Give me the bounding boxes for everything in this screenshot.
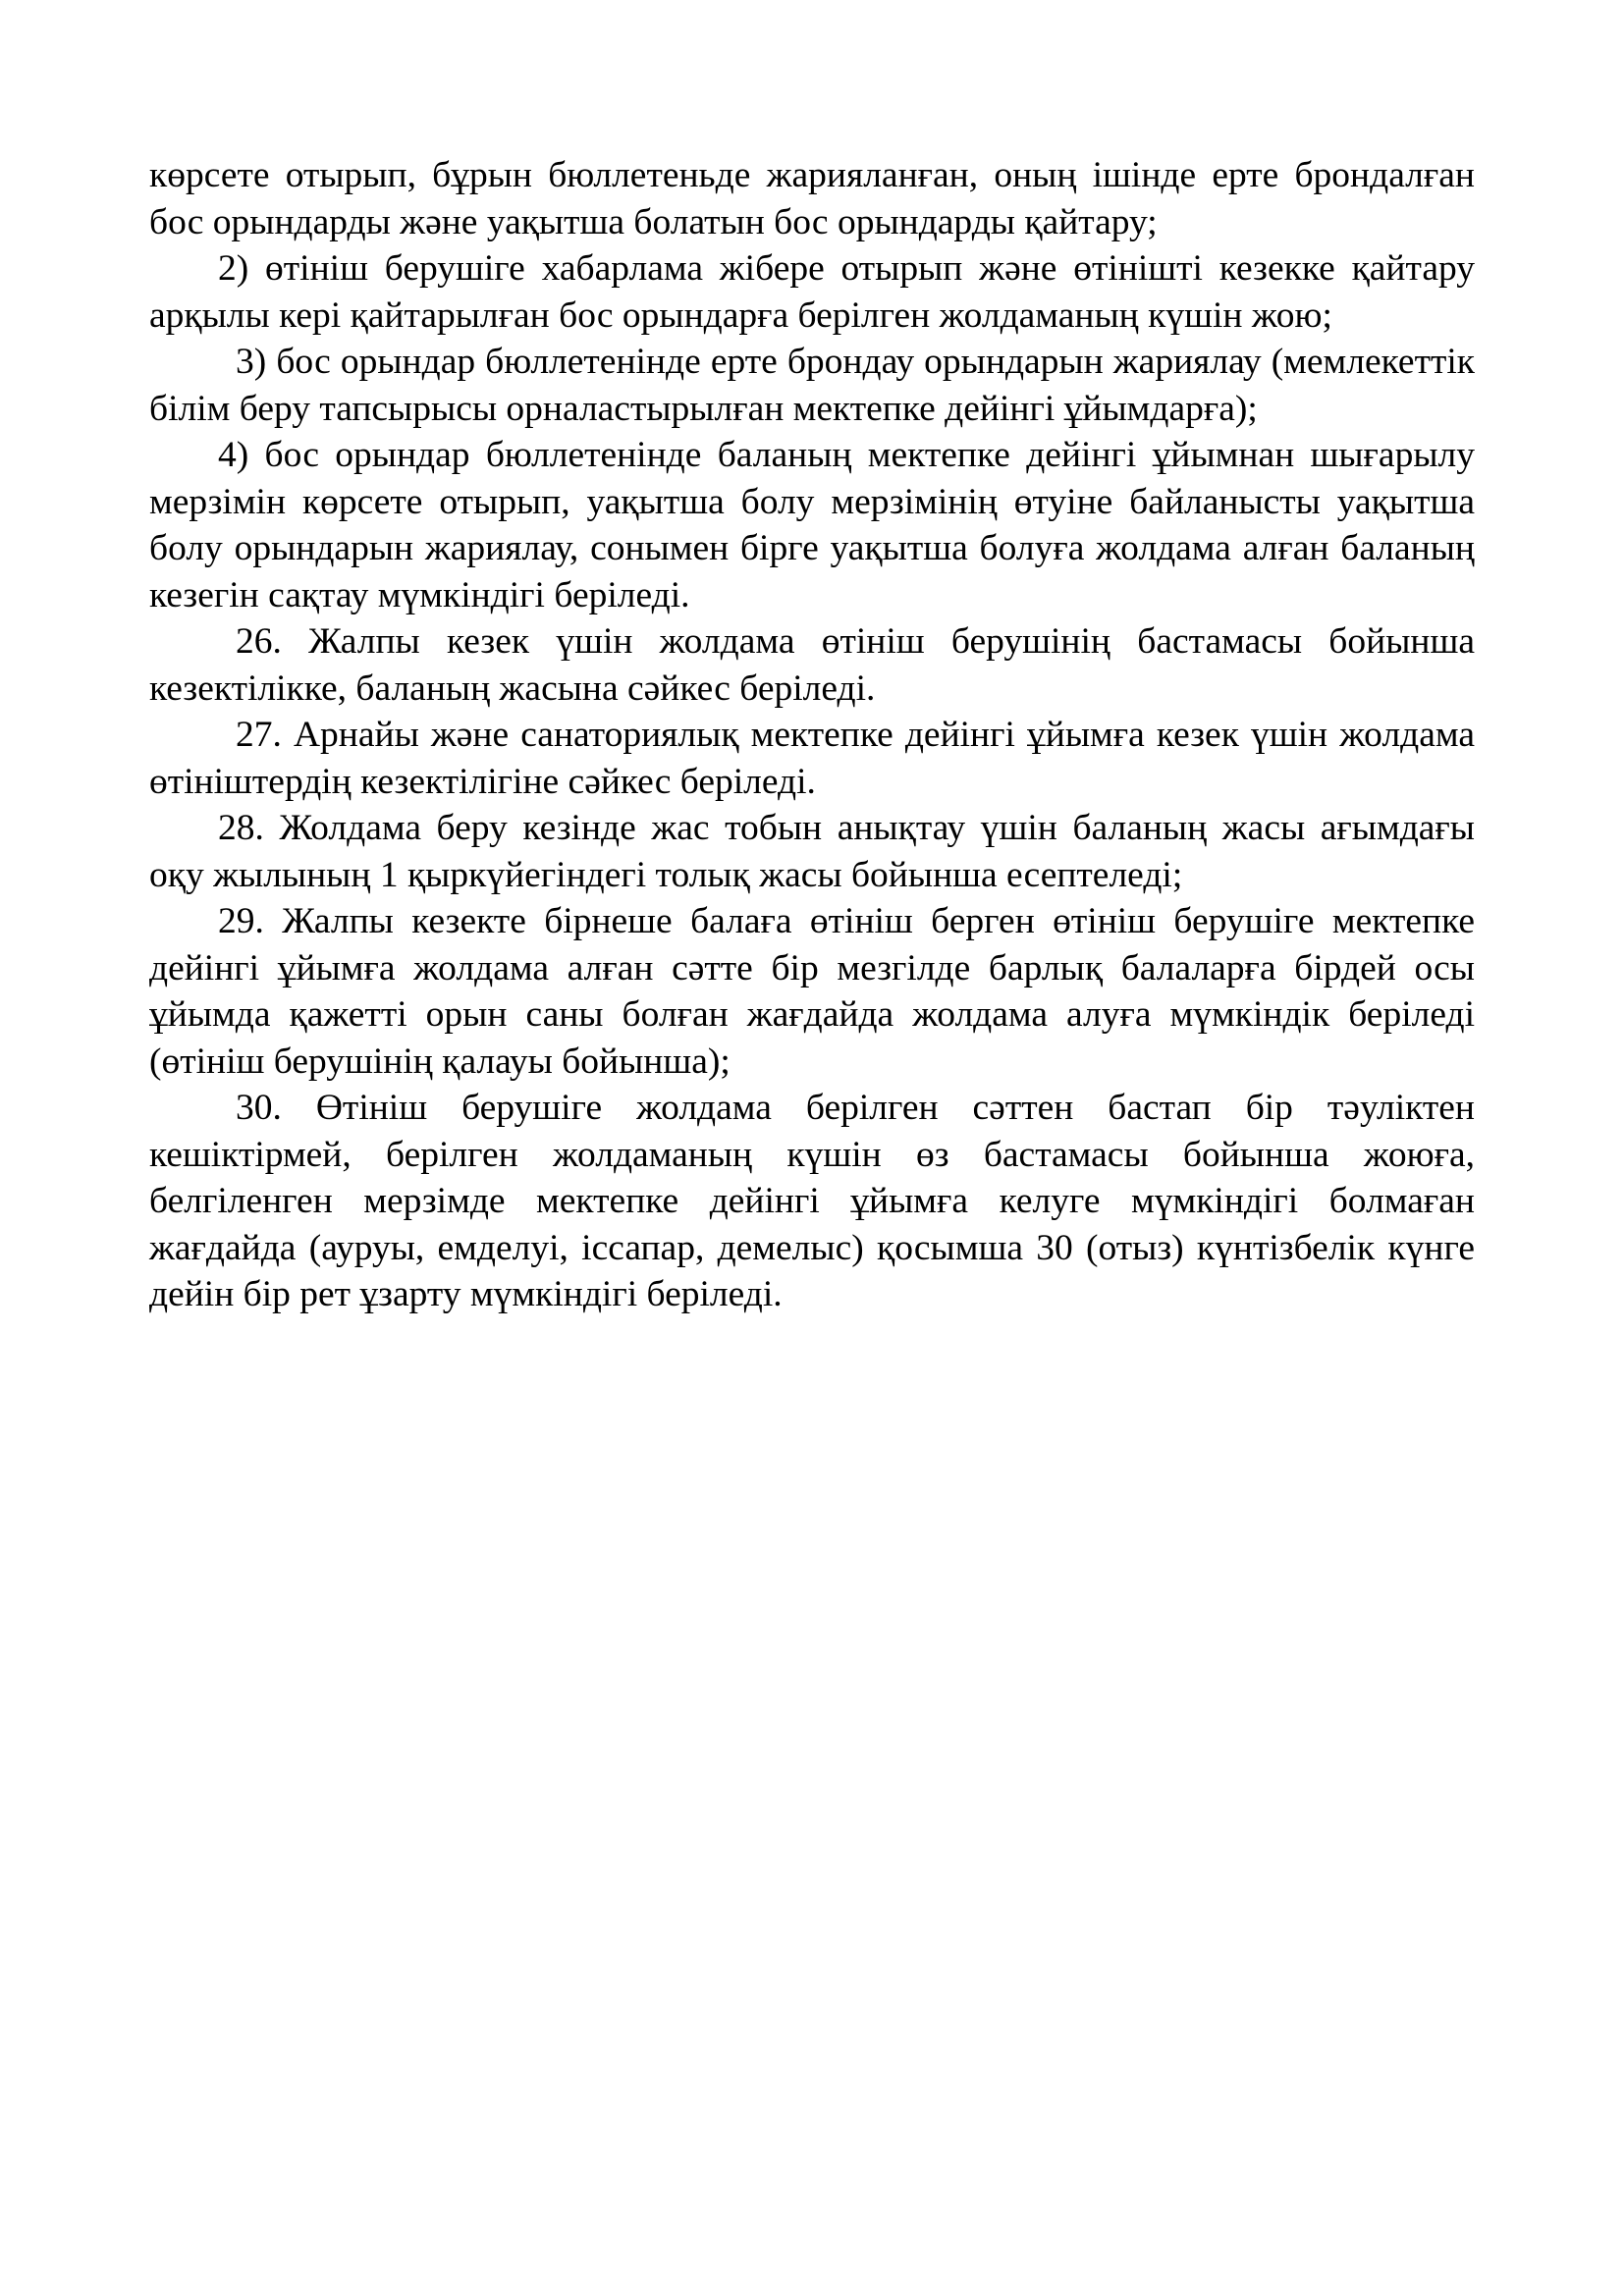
paragraph-item-3: 3) бос орындар бюллетенінде ерте брондау орындарын жариялау (мемлекеттік білім беру тапсырысы орналастырылған мектепке дейінгі ұйымдарға); [149,342,1475,429]
paragraph-continuation: көрсете отырып, бұрын бюллетеньде жарияланған, оның ішінде ерте брондалған бос орындарды және уақытша болатын бос орындарды қайтару; [149,155,1475,242]
document-page [149,152,1475,1318]
paragraph-clause-27: 27. Арнайы және санаториялық мектепке дейінгі ұйымға кезек үшін жолдама өтініштердің кезектілігіне сәйкес беріледі. [149,715,1475,802]
paragraph-clause-26: 26. Жалпы кезек үшін жолдама өтініш берушінің бастамасы бойынша кезектілікке, баланың жасына сәйкес беріледі. [149,621,1475,709]
paragraph-clause-30: 30. Өтініш берушіге жолдама берілген сәттен бастап бір тәуліктен кешіктірмей, берілген жолдаманың күшін өз бастамасы бойынша жоюға, белгіленген мерзімде мектепке дейінгі ұйымға келуге мүмкіндігі болмаған жағдайда (ауруы, емделуі, іссапар, демелыс) қосымша 30 (отыз) күнтізбелік күнге дейін бір рет ұзарту мүмкіндігі беріледі. [149,1088,1475,1314]
paragraph-clause-29: 29. Жалпы кезекте бірнеше балаға өтініш берген өтініш берушіге мектепке дейінгі ұйымға жолдама алған сәтте бір мезгілде барлық балаларға бірдей осы ұйымда қажетті орын саны болған жағдайда жолдама алуға мүмкіндік беріледі (өтініш берушінің қалауы бойынша); [149,901,1475,1082]
paragraph-item-4: 4) бос орындар бюллетенінде баланың мектепке дейінгі ұйымнан шығарылу мерзімін көрсете отырып, уақытша болу мерзімінің өтуіне байланысты уақытша болу орындарын жариялау, сонымен бірге уақытша болуға жолдама алған баланың кезегін сақтау мүмкіндігі беріледі. [149,435,1475,615]
paragraph-item-2: 2) өтініш берушіге хабарлама жібере отырып және өтінішті кезекке қайтару арқылы кері қайтарылған бос орындарға берілген жолдаманың күшін жою; [149,248,1475,336]
paragraph-clause-28: 28. Жолдама беру кезінде жас тобын анықтау үшін баланың жасы ағымдағы оқу жылының 1 қыркүйегіндегі толық жасы бойынша есептеледі; [149,808,1475,895]
